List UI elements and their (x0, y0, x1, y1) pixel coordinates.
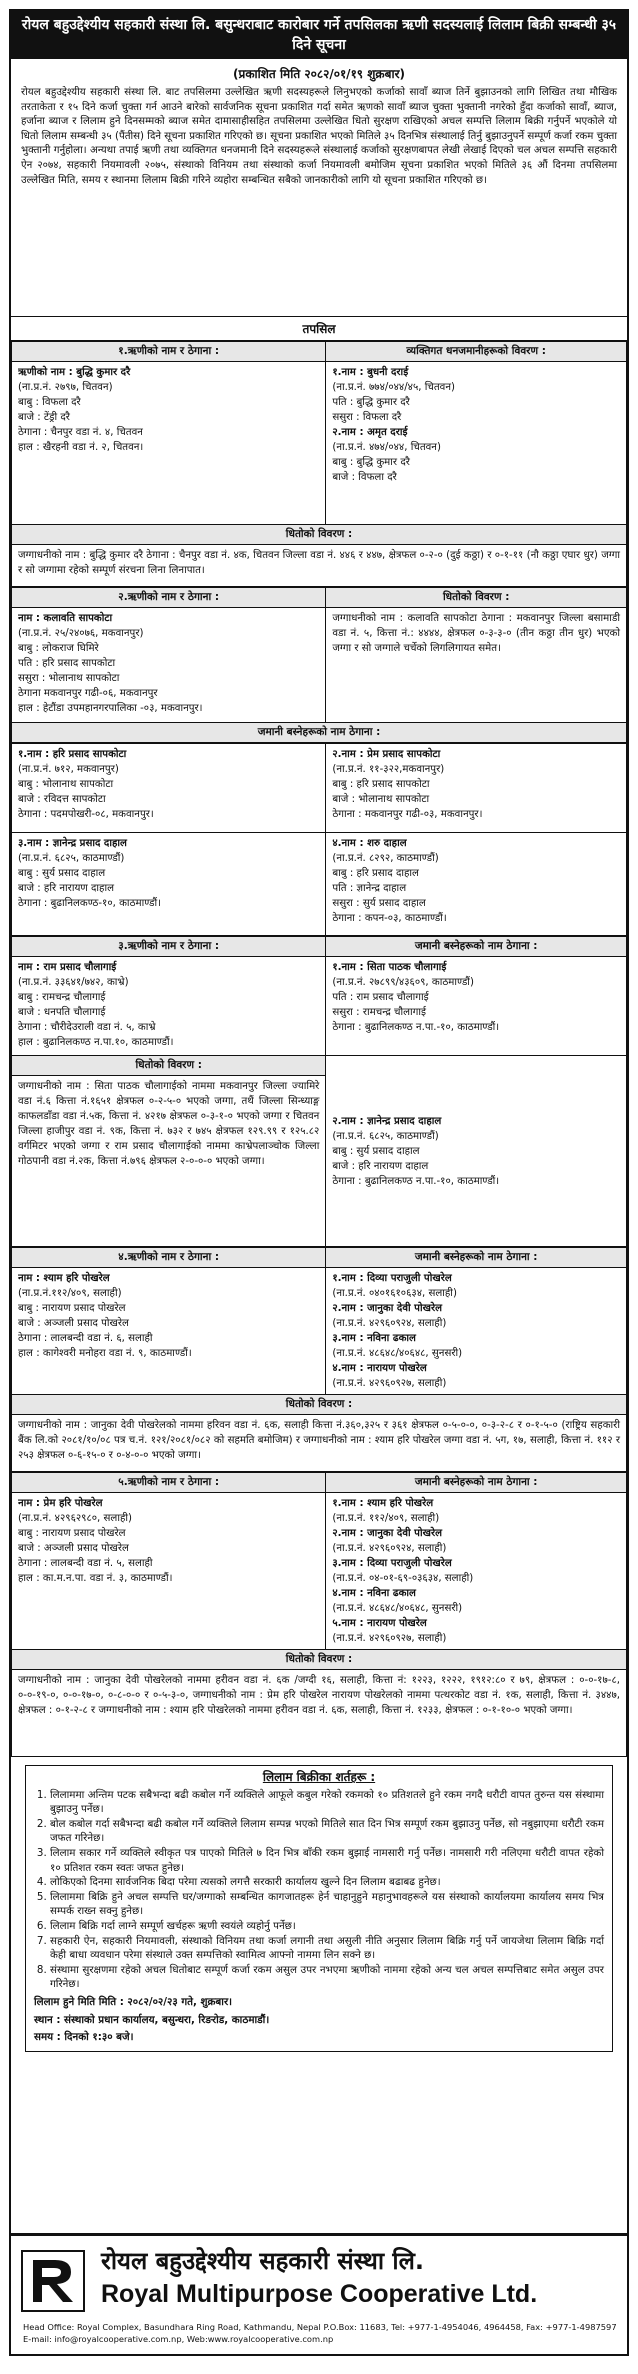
guarantor-line: बाबु : भोलानाथ सापकोटा (18, 779, 114, 790)
guarantor-line: ३.नाम : ज्ञानेन्द्र प्रसाद दाहाल (18, 838, 127, 849)
borrower-line: ठेगाना : लालबन्दी वडा नं. ५, सलाही (18, 1558, 153, 1569)
section-1-borrower (12, 342, 326, 525)
auction-time: समय : दिनको १:३० बजे। (34, 2031, 134, 2044)
collateral-text: जग्गाधनीको नाम : सिता पाठक चौलागाईको नाममा मकवानपुर जिल्ला ज्यामिरे वडा नं.६ कित्ता नं.१६५१ क्षेत्रफल ०-२-५-० भएको जग्गा, तथैं जिल्ला सिन्ध्याङ्ग काफलडाँडा वडा नं.५क, कित्ता नं. ४२१७ क्षेत्रफल ०-३-१-० भएको जग्गा र चितवन जिल्ला हाजीपुर वडा नं. ९क, कित्ता नं. ७३२ र ७४५ क्षेत्रफल १२९.९९ र १२५.८२ वर्गमिटर भएको जग्गा र राम प्रसाद चौलागाईको नाममा काभ्रेपलाञ्चोक जिल्ला गोठपानी वडा नं.२क, कित्ता नं.७९६ क्षेत्रफल २-०-०-० भएको जग्गा। (18, 1081, 320, 1167)
guarantor-line: ३.नाम : दिव्या पराजुली पोखरेल (332, 1558, 452, 1569)
guarantor-line: १.नाम : सिता पाठक चौलागाई (332, 962, 447, 973)
borrower-line: नाम : राम प्रसाद चौलागाई (18, 962, 117, 973)
borrower-line: बाजे : टेंड्री दरै (18, 412, 70, 423)
borrower-line: बाबु : विफला दरै (18, 397, 81, 408)
borrower-line: (ना.प्र.नं.११२/४०९, सलाही) (18, 1288, 122, 1299)
borrower-line: हाल : कागेश्वरी मनोहरा वडा नं. ९, काठमाण्डौं। (18, 1348, 192, 1359)
guarantor-line: ३.नाम : नविना ढकाल (332, 1333, 416, 1344)
term-item: 3. लिलाम सकार गर्ने व्यक्तिले स्वीकृत पत्र पाएको मितिले ७ दिन भित्र बाँकी रकम बुझाई नामसारी गर्नु पर्नेछ। नामसारी गरी नलिएमा धरौटी वापत रहेको १० प्रतिशत रकम स्वतः जफत हुनेछ। (50, 1846, 604, 1875)
guarantor-line: २.नाम : प्रेम प्रसाद सापकोटा (332, 749, 441, 760)
guarantor-line: (ना.प्र.नं. ४२९६०९२४, सलाही) (332, 1318, 447, 1329)
guarantor-line: ठेगाना : कपन-०३, काठमाण्डौं। (332, 913, 447, 924)
guarantor-line: ४.नाम : नविना ढकाल (332, 1588, 416, 1599)
collateral-text: जग्गाधनीको नाम : जानुका देवी पोखरेलको नाममा हरिवन वडा नं. ६क, सलाही कित्ता नं.३६०,३२५ र ३६१ क्षेत्रफल ०-५-०-०, ०-३-२-८ र ०-१-५-० (राष्ट्रिय सहकारी बैंक लि.को २०८१/१०/०८ पत्र च.नं. १२१/२०८१/०८२ को सहमति बमोजिम) र जग्गाधनीको नाम : श्याम हरि पोखरेल जग्गा वडा नं. ५ग, १७, सलाही, कित्ता नं. ११२ र २५३ क्षेत्रफल ०-६-१५-० र ०-४-०-० भएको जग्गा। (18, 1420, 620, 1461)
section-3-guarantor-heading: जमानी बस्नेहरूको नाम ठेगाना : (326, 937, 626, 957)
guarantor-line: बाजे : हरि नारायण दाहाल (18, 883, 114, 894)
collateral-text: जग्गाधनीको नाम : कलावति सापकोटा ठेगाना : मकवानपुर जिल्ला बसामाडी वडा नं. ५, कित्ता नं.: ४४४४, क्षेत्रफल ०-३-३-० (तीन कठ्ठा तीन धुर) भएको जग्गा र सो जग्गाले चर्चेको लिगलिगायत समेत। (332, 613, 620, 654)
collateral-text: जग्गाधनीको नाम : जानुका देवी पोखरेलको नाममा हरीवन वडा नं. ६क /जग्दी १६, सलाही, कित्ता नं: १२२३, १२२२, १९१२:८० र ७९, क्षेत्रफल : ०-०-१७-८, ०-०-१९-०, ०-०-१७-०, ०-८-०-० र ०-५-३-०, जग्गाधनीको नाम : प्रेम हरि पोखरेल नारायण पोखरेलको नाममा पत्थरकोट वडा नं. १क, सलाही, कित्ता नं. ३४४७, क्षेत्रफल : ०-१-२-८ र जग्गाधनीको नाम : श्याम हरि पोखरेलको नाममा हरीवन वडा नं. ६क, सलाही, कित्ता नं. १२३३, क्षेत्रफल : ०-१-१०-० भएको जग्गा। (18, 1675, 620, 1716)
borrower-line: बाबु : रामचन्द्र चौलागाई (18, 992, 106, 1003)
guarantor-line: बाबु : हरि प्रसाद सापकोटा (332, 779, 430, 790)
borrower-line: बाजे : धनपति चौलागाई (18, 1007, 106, 1018)
guarantor-line: बाजे : हरि नारायण दाहाल (332, 1160, 429, 1172)
borrower-line: हाल : हेटौंडा उपमहानगरपालिका -०३, मकवानपुर। (18, 703, 203, 714)
borrower-line: बाजे : अञ्जली प्रसाद पोखरेल (18, 1318, 129, 1329)
term-item: 7. सहकारी ऐन, सहकारी नियमावली, संस्थाको विनियम तथा कर्जा लगानी तथा असुली नीति अनुसार लिलाम बिक्रि गर्नु पर्ने जायजेथा लिलाम बिक्रि गर्दा केही बाधा व्यवधान परेमा संस्थाले उक्त सम्पत्तिको स्वामित्व आफ्नो नाममा लिन सक्ने छ। (50, 1934, 604, 1963)
section-2-borrower (12, 588, 326, 723)
guarantor-line: १.नाम : दिव्या पराजुली पोखरेल (332, 1273, 452, 1284)
section-3-collateral-heading: धितोको विवरण : (12, 1056, 325, 1076)
collateral-text: जग्गाधनीको नाम : बुद्धि कुमार दरै ठेगाना : चैनपुर वडा नं. ४क, चितवन जिल्ला वडा नं. ४४६ र ४४७, क्षेत्रफल ०-२-० (दुई कठ्ठा) र ०-१-११ (नौ कठ्ठा एघार धुर) जग्गा र सो जग्गामा रहेको सम्पूर्ण संरचना लिना लिनापात। (18, 550, 620, 576)
section-2-guarantors (12, 723, 627, 744)
guarantor-line: (ना.प्र.नं. ११२/४०९, सलाही) (332, 1513, 440, 1524)
section-4-guarantor-heading: जमानी बस्नेहरूको नाम ठेगाना : (326, 1248, 626, 1268)
guarantor-line: बाबु : सुर्य प्रसाद दाहाल (18, 868, 106, 879)
guarantor-line: (ना.प्र.नं. ४२९६०९२४, सलाही) (332, 1543, 447, 1554)
section-4-borrower (12, 1248, 326, 1395)
section-5-borrower (12, 1473, 326, 1650)
term-item: 2. बोल कबोल गर्दा सबैभन्दा बढी कबोल गर्ने व्यक्तिले लिलाम सम्पन्न भएको मितिले सात दिन भित्र सम्पूर्ण रकम बुझाउनु पर्नेछ, सो नबुझाएमा धरौटी रकम जफत गरिनेछ। (50, 1817, 604, 1846)
guarantor-line: पति : ज्ञानेन्द्र दाहाल (332, 883, 407, 894)
auction-date: लिलाम हुने मिति मिति : २०८२/०२/२३ गते, शुक्रबार। (34, 1995, 233, 2008)
guarantor-line: १.नाम : बुधनी दराई (332, 367, 409, 378)
borrower-line: बाबु : नारायण प्रसाद पोखरेल (18, 1528, 126, 1539)
section-1-collateral-heading: धितोको विवरण : (12, 525, 626, 545)
section-5-collateral (12, 1650, 627, 1757)
guarantor-line: (ना.प्र.नं. ४२९६०९२७, सलाही) (332, 1633, 447, 1644)
section-2-collateral-heading: धितोको विवरण : (326, 588, 626, 608)
guarantor-line: पति : राम प्रसाद चौलागाई (332, 992, 429, 1003)
section-1-collateral (12, 525, 627, 587)
section-5-borrower-heading: ५.ऋणीको नाम र ठेगाना : (12, 1473, 325, 1493)
borrower-line: बाबु : नारायण प्रसाद पोखरेल (18, 1303, 126, 1314)
borrower-line: हाल : बुढानिलकण्ठ न.पा.१०, काठमाण्डौं। (18, 1037, 174, 1048)
section-2-guarantor-2 (326, 744, 627, 833)
section-4-guarantors (326, 1248, 627, 1395)
guarantor-line: (ना.प्र.नं. ४२९६०९२७, सलाही) (332, 1378, 447, 1389)
guarantor-line: १.नाम : श्याम हरि पोखरेल (332, 1498, 434, 1509)
section-3-collateral (12, 1056, 326, 1247)
section-2-borrower-heading: २.ऋणीको नाम र ठेगाना : (12, 588, 325, 608)
section-5-table (11, 1472, 627, 1757)
published-date: (प्रकाशित मिति २०८२/०१/१९ शुक्रबार) (233, 67, 405, 81)
borrower-line: हाल : खैरहनी वडा नं. २, चितवन। (18, 442, 144, 453)
guarantor-line: बाबु : सुर्य प्रसाद दाहाल (332, 1145, 420, 1157)
section-2-guarantor-1 (12, 744, 326, 833)
guarantor-line: ठेगाना : बुढानिलकण्ठ न.पा.-१०, काठमाण्डौं। (332, 1022, 500, 1033)
guarantor-line: ठेगाना : मकवानपुर गढी-०३, मकवानपुर। (332, 809, 483, 820)
section-2-guarantor-3 (12, 833, 326, 936)
guarantor-line: ४.नाम : शरु दाहाल (332, 838, 407, 849)
term-item: 5. लिलाममा बिक्रि हुने अचल सम्पत्ति घर/जग्गाको सम्बन्धित कागजातहरू हेर्न चाहानुहुने महानुभावहरूले यस संस्थाको कार्यालयमा कार्यालय समय भित्र सम्पर्क राख्न सक्नु हुनेछ। (50, 1890, 604, 1919)
borrower-line: ठेगाना : चैनपुर वडा नं. ४, चितवन (18, 427, 143, 438)
guarantor-line: बाजे : रविदत्त सापकोटा (18, 794, 106, 805)
borrower-line: ठेगाना : लालबन्दी वडा नं. ६, सलाही (18, 1333, 153, 1344)
guarantor-line: (ना.प्र.नं. ०४०१६१०६३४, सलाही) (332, 1288, 457, 1299)
section-3-borrower-heading: ३.ऋणीको नाम र ठेगाना : (12, 937, 325, 957)
borrower-line: (ना.प्र.नं. २७९७, चितवन) (18, 382, 113, 393)
guarantor-line: (ना.प्र.नं. ०४-०१-६९-०३६३४, सलाही) (332, 1573, 474, 1584)
guarantor-line: ठेगाना : बुढानिलकण्ठ-१०, काठमाण्डौं। (18, 898, 162, 909)
borrower-line: ऋणीको नाम : बुद्धि कुमार दरै (18, 367, 131, 378)
term-item: 1. लिलाममा अन्तिम पटक सबैभन्दा बढी कबोल गर्ने व्यक्तिले आफूले कबुल गरेको रकमको १० प्रतिशतले हुने रकम नगदै धरौटी वापत तुरुन्त यस संस्थामा बुझाउनु पर्नेछ। (50, 1788, 604, 1817)
borrower-line: नाम : प्रेम हरि पोखरेल (18, 1498, 103, 1509)
borrower-line: ठेगाना मकवानपुर गढी-०६, मकवानपुर (18, 688, 158, 699)
borrower-line: (ना.प्र.नं. ४२९६२९८०, सलाही) (18, 1513, 132, 1524)
section-5-collateral-heading: धितोको विवरण : (12, 1650, 626, 1670)
section-3-guarantor-1 (326, 937, 627, 1056)
schedule-heading: तपसिल (11, 316, 627, 341)
notice-page (9, 9, 629, 2356)
section-1-borrower-heading: १.ऋणीको नाम र ठेगाना : (12, 342, 325, 362)
section-5-guarantor-heading: जमानी बस्नेहरूको नाम ठेगाना : (326, 1473, 626, 1493)
org-name-nepali: रोयल बहुउद्देश्यीय सहकारी संस्था लि. (101, 2247, 425, 2275)
borrower-line: ठेगाना : चौरीदेउराली वडा नं. ५, काभ्रे (18, 1022, 156, 1033)
intro-paragraph: रोयल बहुउद्देश्यीय सहकारी संस्था लि. बाट तपसिलमा उल्लेखित ऋणी सदस्यहरूले लिनुभएको कर्जाको सावाँ ब्याज तिर्ने बुझाउनको लागि लिखित तथा मौखिक तरताकेता र १५ दिने कर्जा चुक्ता गर्न आउने बारेको सार्वजनिक सूचना प्रकाशित गर्दा समेत ऋणको सावाँ ब्याज चुक्ता भुक्तानी नगरेको हुँदा कर्जाको सावाँ, ब्याज, हर्जाना ब्याज र लिलाम हुने दिनसम्मको ब्याज समेत दामासाहीसहित तपसिलमा उल्लेखित धितो सुरक्षण राखिएको अचल सम्पत्ति लिलाम बिक्री गर्नुपर्ने भएकोले यो धितो लिलाम सम्बन्धी ३५ (पैंतीस) दिने सूचना प्रकाशित गरिएको छ। सूचना प्रकाशित भएको मितिले ३५ दिनभित्र संस्थालाई तिर्नु बुझाउनुपर्ने सम्पूर्ण कर्जा रकम चुक्ता भुक्तानी गर्नुहोला। अन्यथा तपाई ऋणी तथा व्यक्तिगत धनजमानी दिने सदस्यहरूले संस्थालाई कर्जाको सुरक्षणबापत लेखी लेखाई दिएको चल अचल सम्पत्ति सहकारी ऐन २०७४, सहकारी नियमावली २०७५, संस्थाको विनियम तथा संस्थाको कर्जा नियमावली बमोजिम सूचना प्रकाशित भएको मितिले ३६ औं दिनमा तपसिलमा उल्लेखित मिति, समय र स्थानमा लिलाम बिक्री गरिने व्यहोरा सम्बन्धित सबैको जानकारीको लागि यो सूचना प्रकाशित गरिएको छ। (21, 87, 617, 186)
guarantor-line: बाबु : बुद्धि कुमार दरै (332, 457, 410, 468)
guarantor-line: ठेगाना : बुढानिलकण्ठ न.पा.-१०, काठमाण्डौं। (332, 1175, 500, 1187)
org-name-english: Royal Multipurpose Cooperative Ltd. (101, 2280, 538, 2308)
section-3-table (11, 936, 627, 1247)
guarantor-line: १.नाम : हरि प्रसाद सापकोटा (18, 749, 127, 760)
borrower-line: (ना.प्र.नं. २५/२४०७६, मकवानपुर) (18, 628, 144, 639)
footer (11, 2233, 627, 2354)
borrower-line: नाम : कलावति सापकोटा (18, 613, 113, 624)
notice-title: रोयल बहुउद्देश्यीय सहकारी संस्था लि. बसुन्धराबाट कारोबार गर्ने तपसिलका ऋणी सदस्यलाई लिलाम बिक्री सम्बन्धी ३५ दिने सूचना (11, 11, 627, 59)
section-2-guarantor-4 (326, 833, 627, 936)
auction-terms (25, 1765, 613, 2052)
guarantor-line: (ना.प्र.नं. ४७४/०४४, चितवन) (332, 442, 441, 453)
guarantor-line: (ना.प्र.नं. ६८२५, काठमाण्डौं) (332, 1130, 439, 1142)
borrower-line: हाल : का.म.न.पा. वडा नं. ३, काठमाण्डौं। (18, 1573, 173, 1584)
auction-place: स्थान : संस्थाको प्रधान कार्यालय, बसुन्धरा, रिङरोड, काठमाडौं। (34, 2013, 270, 2026)
guarantor-line: ठेगाना : पदमपोखरी-०८, मकवानपुर। (18, 809, 154, 820)
section-1-guarantor-heading: व्यक्तिगत धनजमानीहरूको विवरण : (326, 342, 626, 362)
guarantor-line: ससुरा : रामचन्द्र चौलागाई (332, 1007, 427, 1018)
term-item: 6. लिलाम बिक्रि गर्दा लाग्ने सम्पूर्ण खर्चहरू ऋणी स्वयंले व्यहोर्नु पर्नेछ। (50, 1919, 604, 1934)
section-5-guarantors (326, 1473, 627, 1650)
section-2-table (11, 587, 627, 936)
guarantor-line: (ना.प्र.नं. ८२९२, काठमाण्डौं) (332, 853, 439, 864)
guarantor-line: २.नाम : अमृत दराई (332, 427, 408, 438)
royal-r-logo-icon (21, 2250, 85, 2312)
guarantor-line: (ना.प्र.नं. ६८२५, काठमाण्डौं) (18, 853, 125, 864)
guarantor-line: बाबु : हरि प्रसाद दाहाल (332, 868, 419, 879)
guarantor-line: २.नाम : जानुका देवी पोखरेल (332, 1303, 443, 1314)
borrower-line: (ना.प्र.नं. ३३६४१/७४२, काभ्रे) (18, 977, 129, 988)
guarantor-line: ससुरा : विफला दरै (332, 412, 402, 423)
section-4-collateral (12, 1395, 627, 1472)
terms-title: लिलाम बिक्रीका शर्तहरू : (262, 1770, 376, 1784)
borrower-line: बाजे : अञ्जली प्रसाद पोखरेल (18, 1543, 129, 1554)
section-4-collateral-heading: धितोको विवरण : (12, 1395, 626, 1415)
guarantor-line: (ना.प्र.नं. ७१२, मकवानपुर) (18, 764, 119, 775)
term-item: 8. संस्थामा सुरक्षणमा रहेको अचल धितोबाट सम्पूर्ण कर्जा रकम असुल उपर नभएमा ऋणीको नाममा रहेको अन्य चल अचल सम्पत्तिबाट समेत असुल उपर गरिनेछ। (50, 1963, 604, 1992)
guarantor-line: पति : बुद्धि कुमार दरै (332, 397, 410, 408)
section-4-table (11, 1247, 627, 1472)
guarantor-line: ससुरा : सुर्य प्रसाद दाहाल (332, 898, 426, 909)
term-item: 4. लोकिएको दिनमा सार्वजनिक बिदा परेमा त्यसको लगत्तै सरकारी कार्यालय खुल्ने दिन लिलाम बढाबढ हुनेछ। (50, 1875, 604, 1890)
guarantor-line: ५.नाम : नारायण पोखरेल (332, 1618, 427, 1629)
section-2-collateral (326, 588, 627, 723)
org-address: Head Office: Royal Complex, Basundhara Ring Road, Kathmandu, Nepal P.O.Box: 11683, Tel: +977-1-4954046, 4964458, Fax: +977-1-4987597 E-mail: info@royalcooperative.com.np, Web:www.royalcooperative.com.np (23, 2322, 617, 2344)
section-3-guarantor-2 (326, 1056, 627, 1247)
terms-list (34, 1788, 604, 1992)
guarantor-line: बाजे : भोलानाथ सापकोटा (332, 794, 430, 805)
borrower-line: पति : हरि प्रसाद सापकोटा (18, 658, 116, 669)
guarantor-line: बाजे : विफला दरै (332, 472, 397, 483)
guarantor-line: ४.नाम : नारायण पोखरेल (332, 1363, 427, 1374)
guarantor-line: (ना.प्र.नं. ४८६४८/४०६४८, सुनसरी) (332, 1603, 463, 1614)
section-1-table (11, 341, 627, 587)
guarantor-line: २.नाम : जानुका देवी पोखरेल (332, 1528, 443, 1539)
guarantor-line: (ना.प्र.नं. २७८९९/४३६०९, काठमाण्डौं) (332, 977, 474, 988)
guarantor-line: (ना.प्र.नं. ११-३२२,मकवानपुर) (332, 764, 445, 775)
borrower-line: नाम : श्याम हरि पोखरेल (18, 1273, 110, 1284)
section-3-borrower (12, 937, 326, 1056)
section-1-guarantors (326, 342, 627, 525)
borrower-line: बाबु : लोकराज घिमिरे (18, 643, 99, 654)
guarantor-line: (ना.प्र.नं. ७७४/०४४/४५, चितवन) (332, 382, 455, 393)
guarantor-line: (ना.प्र.नं. ४८६४८/४०६४८, सुनसरी) (332, 1348, 463, 1359)
section-4-borrower-heading: ४.ऋणीको नाम र ठेगाना : (12, 1248, 325, 1268)
guarantor-line: २.नाम : ज्ञानेन्द्र प्रसाद दाहाल (332, 1115, 442, 1127)
borrower-line: ससुरा : भोलानाथ सापकोटा (18, 673, 120, 684)
section-2-guarantor-heading: जमानी बस्नेहरूको नाम ठेगाना : (12, 723, 626, 743)
